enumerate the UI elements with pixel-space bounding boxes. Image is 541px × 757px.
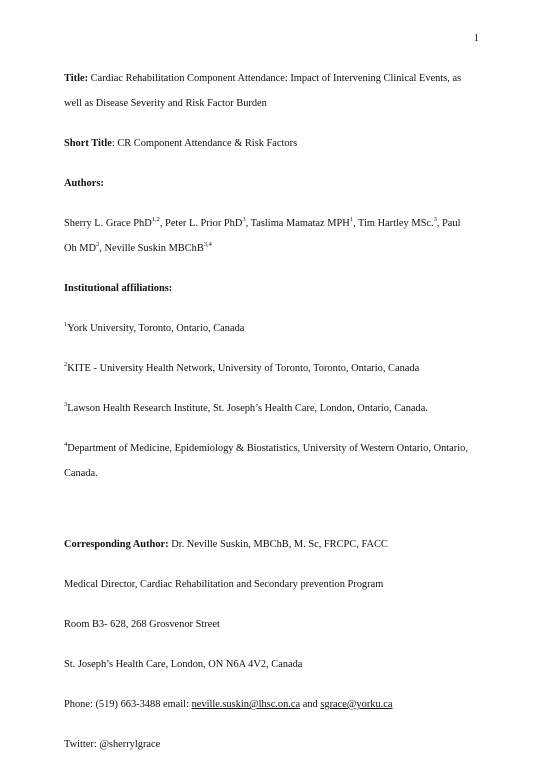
corresponding-author-label: Corresponding Author:	[64, 539, 169, 550]
short-title-text: : CR Component Attendance & Risk Factors	[111, 138, 298, 149]
short-title-line	[64, 131, 484, 156]
email-link-grace[interactable]: sgrace@yorku.ca	[320, 699, 393, 710]
title-label: Title:	[64, 73, 89, 84]
affiliations-heading: Institutional affiliations:	[64, 283, 173, 294]
corresponding-role: Medical Director, Cardiac Rehabilitation and Secondary prevention Program	[64, 579, 384, 590]
authors-line-2: Oh $MD^2$, Neville Suskin MBChB$^{3,4}$	[64, 241, 212, 254]
title-page-content	[64, 66, 484, 757]
corresponding-author-line	[64, 532, 484, 557]
page-number: 1	[473, 33, 479, 44]
title-text: Cardiac Rehabilitation Component Attendance: Impact of Intervening Clinical Events, as	[88, 73, 462, 84]
authors-heading: Authors:	[64, 178, 104, 189]
affiliation-3: $^3$Lawson Health Research Institute, St. Joseph’s Health Care, London, Ontario, Canada.	[64, 401, 428, 414]
corresponding-room: Room B3- 628, 268 Grosvenor Street	[64, 619, 220, 630]
affiliation-4: $^4$Department of Medicine, Epidemiology & Biostatistics, University of Western Ontario, Ontario,	[64, 441, 468, 454]
title-line-2: well as Disease Severity and Risk Factor Burden	[64, 98, 267, 109]
email-link-suskin[interactable]: neville.suskin@lhsc.on.ca	[191, 699, 301, 710]
short-title-label: Short Title	[64, 138, 112, 149]
affiliation-1: $^1$York University, Toronto, Ontario, Canada	[64, 321, 245, 334]
corresponding-author-name: Dr. Neville Suskin, MBChB, M. Sc, FRCPC, FACC	[168, 539, 388, 550]
title-line	[64, 66, 484, 91]
corresponding-contact: Phone: (519) 663-3488 email: neville.suskin@lhsc.on.ca and sgrace@yorku.ca	[64, 699, 393, 710]
affiliation-4-line-2: Canada.	[64, 468, 98, 479]
affiliation-2: $^2$KITE - University Health Network, University of Toronto, Toronto, Ontario, Canada	[64, 361, 420, 374]
authors-line-1: Sherry L. Grace PhD$^{1,2}$, Peter L. Prior PhD$^3$, Taslima Mamataz MPH$^1$, Tim Hartley MSc.$^3$, Paul	[64, 216, 461, 229]
corresponding-address: St. Joseph’s Health Care, London, ON N6A 4V2, Canada	[64, 659, 303, 670]
twitter-handle: Twitter: @sherrylgrace	[64, 739, 161, 750]
